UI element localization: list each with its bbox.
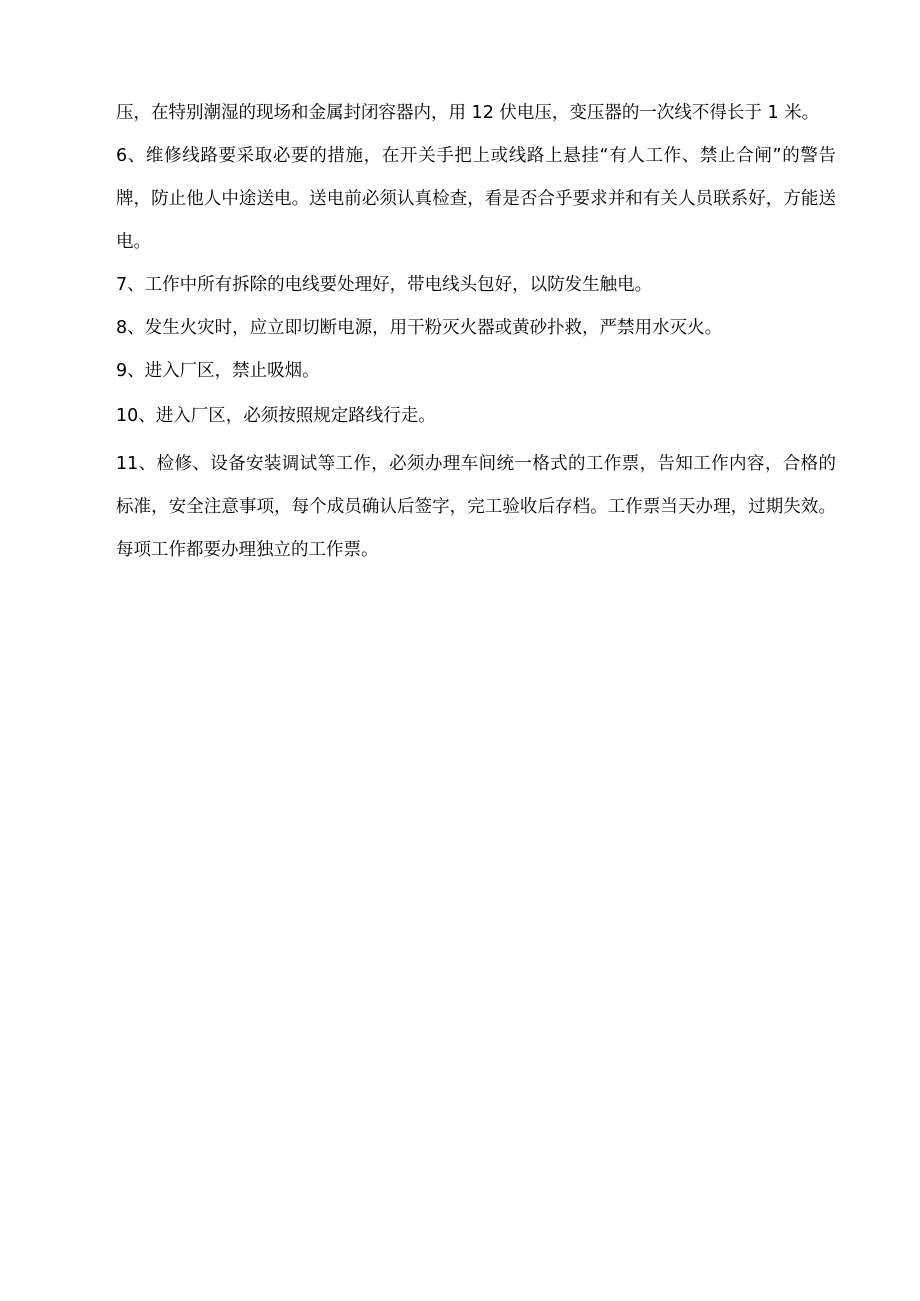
paragraph-item-8: 8、发生火灾时，应立即切断电源，用干粉灭火器或黄砂扑救，严禁用水灭火。	[116, 318, 723, 338]
paragraph-item-7: 7、工作中所有拆除的电线要处理好，带电线头包好，以防发生触电。	[116, 275, 653, 295]
paragraph-item-11: 11、检修、设备安装调试等工作，必须办理车间统一格式的工作票，告知工作内容，合格的标准，安全注意事项，每个成员确认后签字，完工验收后存档。工作票当天办理，过期失效。每项工作都要办理独立的工作票。	[116, 454, 836, 560]
document-body	[116, 92, 836, 572]
paragraph-item-9: 9、进入厂区，禁止吸烟。	[116, 361, 320, 381]
paragraph-item-6: 6、维修线路要采取必要的措施，在开关手把上或线路上悬挂“有人工作、禁止合闸”的警告牌，防止他人中途送电。送电前必须认真检查，看是否合乎要求并和有关人员联系好，方能送电。	[116, 146, 836, 252]
paragraph-item-10: 10、进入厂区，必须按照规定路线行走。	[116, 406, 436, 426]
paragraph-continuation: 压，在特别潮湿的现场和金属封闭容器内，用 12 伏电压，变压器的一次线不得长于 1 米。	[116, 103, 820, 123]
